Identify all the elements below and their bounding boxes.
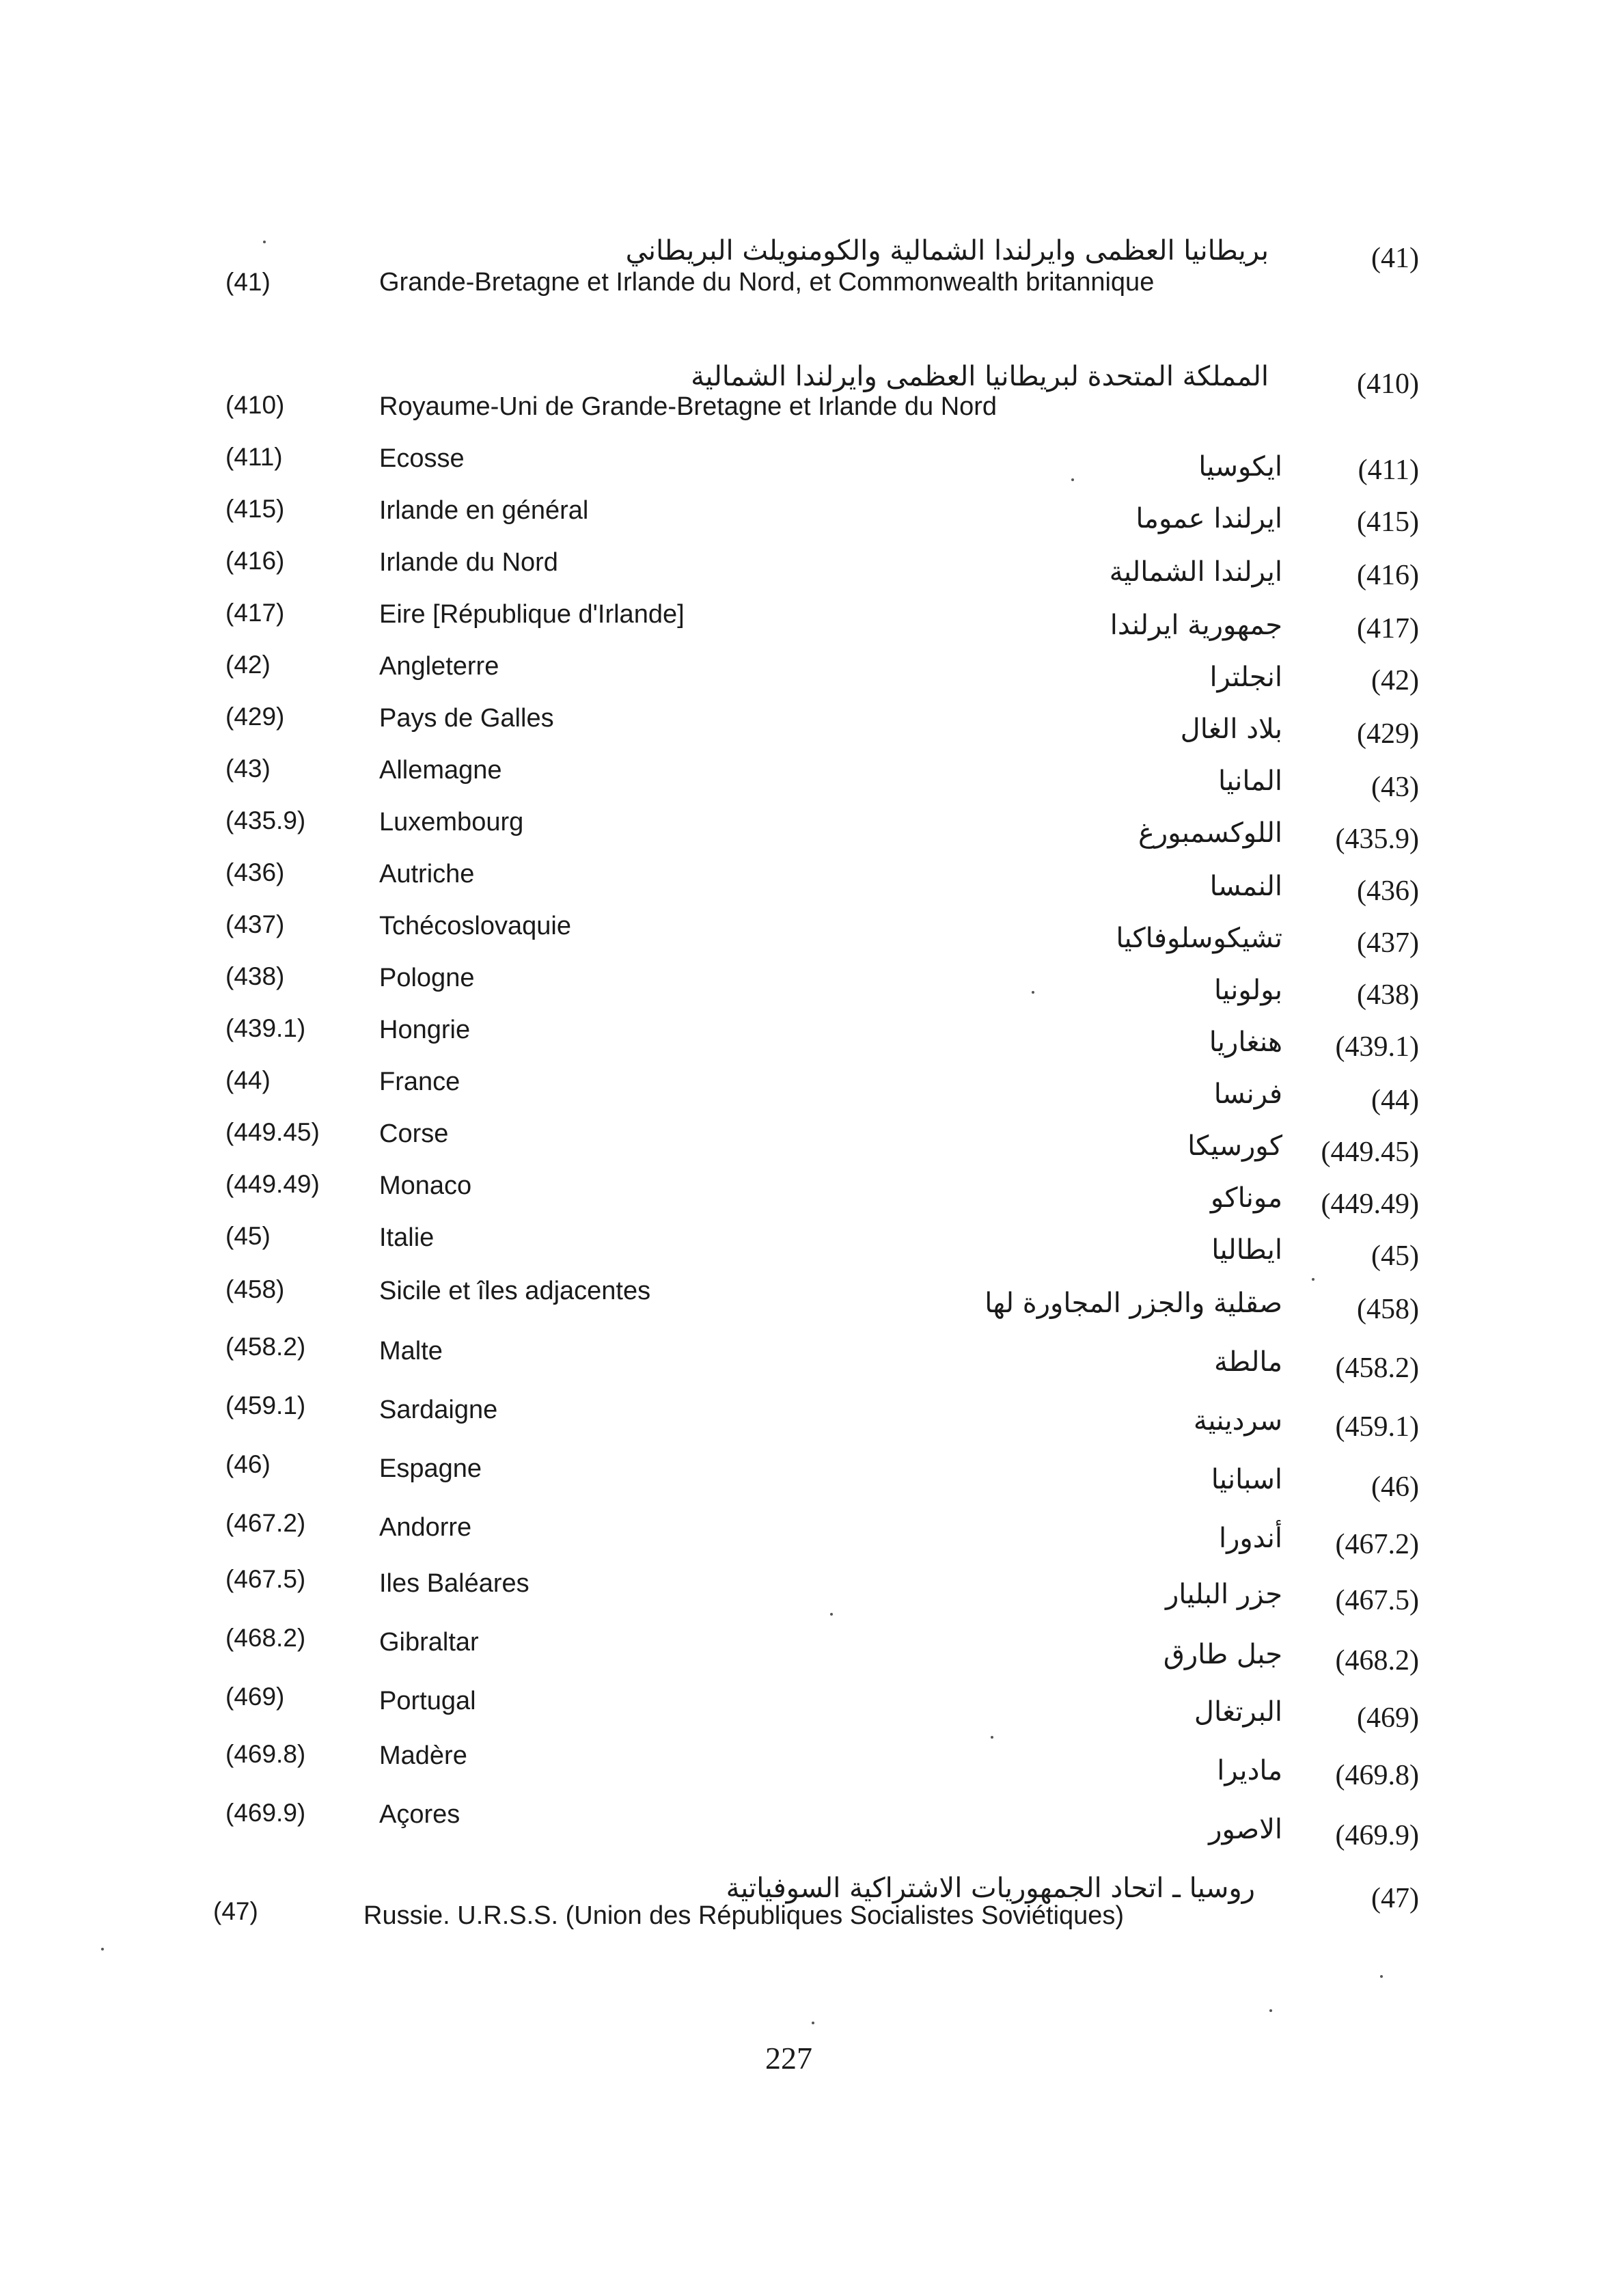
- entry-code-left: (46): [225, 1450, 271, 1478]
- entry-code-left: (43): [225, 754, 271, 783]
- entry-french: Angleterre: [379, 652, 499, 681]
- entry-french: Espagne: [379, 1454, 482, 1483]
- entry-french: Monaco: [379, 1171, 472, 1200]
- entry-code-right: (436): [1357, 875, 1419, 907]
- entry-code-right: (458): [1357, 1294, 1419, 1325]
- entry-410-french: Royaume-Uni de Grande-Bretagne et Irlande du Nord: [379, 392, 997, 421]
- entry-french: Sicile et îles adjacentes: [379, 1277, 651, 1305]
- scan-speck: [1071, 478, 1074, 481]
- entry-french: Pologne: [379, 964, 475, 992]
- entry-41-arabic: بريطانيا العظمى وايرلندا الشمالية والكومنويلث البريطاني: [625, 235, 1269, 267]
- entry-arabic: بولونيا: [1213, 975, 1282, 1006]
- entry-code-right: (469.9): [1335, 1820, 1419, 1851]
- scan-speck: [812, 2022, 814, 2024]
- entry-arabic: البرتغال: [1194, 1696, 1282, 1728]
- entry-code-left: (458): [225, 1275, 285, 1303]
- entry-code-left: (436): [225, 858, 285, 886]
- entry-code-right: (429): [1357, 718, 1419, 750]
- scan-speck: [991, 1736, 993, 1739]
- entry-code-left: (467.2): [225, 1509, 306, 1537]
- entry-code-left: (415): [225, 495, 285, 523]
- entry-47-code-right: (47): [1371, 1883, 1419, 1914]
- entry-code-right: (416): [1357, 560, 1419, 591]
- entry-arabic: مالطة: [1213, 1346, 1282, 1378]
- entry-arabic: صقلية والجزر المجاورة لها: [985, 1288, 1282, 1319]
- entry-code-left: (435.9): [225, 806, 306, 834]
- entry-french: Hongrie: [379, 1016, 471, 1044]
- entry-arabic: المانيا: [1217, 765, 1282, 797]
- entry-code-left: (469.8): [225, 1740, 306, 1768]
- entry-code-left: (429): [225, 703, 285, 731]
- scan-speck: [1312, 1278, 1315, 1281]
- scan-speck: [830, 1613, 833, 1616]
- entry-arabic: هنغاريا: [1209, 1027, 1282, 1058]
- entry-arabic: ماديرا: [1217, 1755, 1282, 1786]
- entry-french: Portugal: [379, 1687, 476, 1715]
- entry-french: Luxembourg: [379, 808, 524, 837]
- entry-code-right: (411): [1358, 454, 1419, 486]
- entry-french: Malte: [379, 1337, 443, 1365]
- entry-code-right: (42): [1371, 665, 1419, 696]
- scan-speck: [101, 1948, 104, 1950]
- entry-code-left: (42): [225, 651, 271, 679]
- entry-french: Italie: [379, 1223, 435, 1252]
- entry-code-right: (45): [1371, 1240, 1419, 1272]
- entry-47-french: Russie. U.R.S.S. (Union des Républiques Socialistes Soviétiques): [363, 1901, 1125, 1930]
- entry-arabic: اللوكسمبورغ: [1138, 817, 1282, 849]
- entry-code-right: (44): [1371, 1085, 1419, 1116]
- entry-arabic: جبل طارق: [1163, 1639, 1282, 1670]
- entry-french: Madère: [379, 1741, 467, 1770]
- entry-arabic: بلاد الغال: [1180, 713, 1282, 745]
- entry-french: Irlande du Nord: [379, 548, 558, 577]
- entry-code-right: (417): [1357, 613, 1419, 644]
- entry-french: Tchécoslovaquie: [379, 912, 571, 940]
- scan-speck: [1269, 2009, 1272, 2012]
- entry-arabic: ايرلندا الشمالية: [1109, 556, 1282, 588]
- entry-code-left: (449.49): [225, 1170, 320, 1198]
- entry-code-left: (469.9): [225, 1799, 306, 1827]
- entry-410-arabic: المملكة المتحدة لبريطانيا العظمى وايرلندا الشمالية: [691, 361, 1269, 392]
- entry-code-right: (467.2): [1335, 1529, 1419, 1560]
- entry-arabic: كورسيكا: [1187, 1130, 1282, 1162]
- entry-code-right: (438): [1357, 979, 1419, 1011]
- entry-410-code-right: (410): [1357, 368, 1419, 400]
- entry-code-left: (45): [225, 1222, 271, 1250]
- entry-arabic: ايرلندا عموما: [1136, 503, 1282, 534]
- entry-code-right: (449.45): [1321, 1137, 1419, 1168]
- entry-arabic: فرنسا: [1213, 1078, 1282, 1110]
- entry-code-left: (458.2): [225, 1333, 306, 1361]
- entry-47-code-left: (47): [213, 1897, 258, 1925]
- entry-code-left: (416): [225, 547, 285, 575]
- scan-speck: [263, 241, 266, 243]
- entry-arabic: ايكوسيا: [1198, 451, 1282, 482]
- entry-french: Ecosse: [379, 444, 465, 473]
- entry-41-code-left: (41): [225, 268, 271, 296]
- entry-code-right: (43): [1371, 772, 1419, 803]
- scan-speck: [1380, 1975, 1383, 1978]
- entry-french: Autriche: [379, 860, 475, 888]
- entry-arabic: سردينية: [1193, 1405, 1282, 1437]
- entry-arabic: انجلترا: [1209, 662, 1282, 693]
- entry-french: Gibraltar: [379, 1628, 479, 1657]
- entry-47-arabic: روسيا ـ اتحاد الجمهوريات الاشتراكية السوفياتية: [726, 1873, 1255, 1904]
- entry-arabic: النمسا: [1209, 871, 1282, 902]
- entry-code-right: (468.2): [1335, 1645, 1419, 1676]
- page-number: 227: [765, 2041, 812, 2076]
- entry-arabic: اسبانيا: [1211, 1464, 1282, 1495]
- entry-arabic: أندورا: [1219, 1523, 1282, 1554]
- entry-code-right: (415): [1357, 506, 1419, 538]
- entry-code-right: (469.8): [1335, 1760, 1419, 1791]
- entry-arabic: ايطاليا: [1211, 1234, 1282, 1266]
- entry-french: Açores: [379, 1800, 460, 1829]
- entry-code-left: (469): [225, 1683, 285, 1711]
- entry-code-left: (467.5): [225, 1565, 306, 1593]
- entry-code-left: (417): [225, 599, 285, 627]
- entry-french: Iles Baléares: [379, 1569, 529, 1598]
- entry-code-right: (439.1): [1335, 1031, 1419, 1063]
- scan-speck: [1032, 991, 1034, 994]
- entry-arabic: موناكو: [1210, 1182, 1282, 1214]
- entry-410-code-left: (410): [225, 391, 285, 419]
- entry-code-left: (437): [225, 910, 285, 938]
- entry-arabic: تشيكوسلوفاكيا: [1116, 923, 1282, 954]
- entry-french: Andorre: [379, 1513, 472, 1542]
- entry-code-left: (459.1): [225, 1391, 306, 1419]
- entry-french: Allemagne: [379, 756, 502, 785]
- entry-french: Sardaigne: [379, 1396, 498, 1424]
- entry-code-left: (44): [225, 1066, 271, 1094]
- entry-code-left: (411): [225, 443, 283, 471]
- entry-french: Irlande en général: [379, 496, 589, 525]
- entry-code-left: (468.2): [225, 1624, 306, 1652]
- entry-code-right: (435.9): [1335, 824, 1419, 855]
- entry-code-left: (439.1): [225, 1014, 306, 1042]
- entry-french: Pays de Galles: [379, 704, 554, 733]
- entry-code-right: (458.2): [1335, 1352, 1419, 1384]
- entry-code-right: (469): [1357, 1702, 1419, 1734]
- entry-code-left: (449.45): [225, 1118, 320, 1146]
- entry-code-right: (46): [1371, 1471, 1419, 1503]
- entry-arabic: جزر البليار: [1165, 1579, 1282, 1610]
- entry-code-right: (449.49): [1321, 1188, 1419, 1220]
- entry-french: Eire [République d'Irlande]: [379, 600, 685, 629]
- entry-code-right: (459.1): [1335, 1411, 1419, 1443]
- entry-arabic: الاصور: [1209, 1814, 1282, 1845]
- entry-41-code-right: (41): [1371, 243, 1419, 274]
- entry-code-left: (438): [225, 962, 285, 990]
- entry-french: France: [379, 1068, 460, 1096]
- entry-code-right: (437): [1357, 927, 1419, 959]
- entry-arabic: جمهورية ايرلندا: [1110, 610, 1282, 641]
- entry-french: Corse: [379, 1119, 449, 1148]
- entry-code-right: (467.5): [1335, 1585, 1419, 1616]
- entry-41-french: Grande-Bretagne et Irlande du Nord, et Commonwealth britannique: [379, 268, 1155, 297]
